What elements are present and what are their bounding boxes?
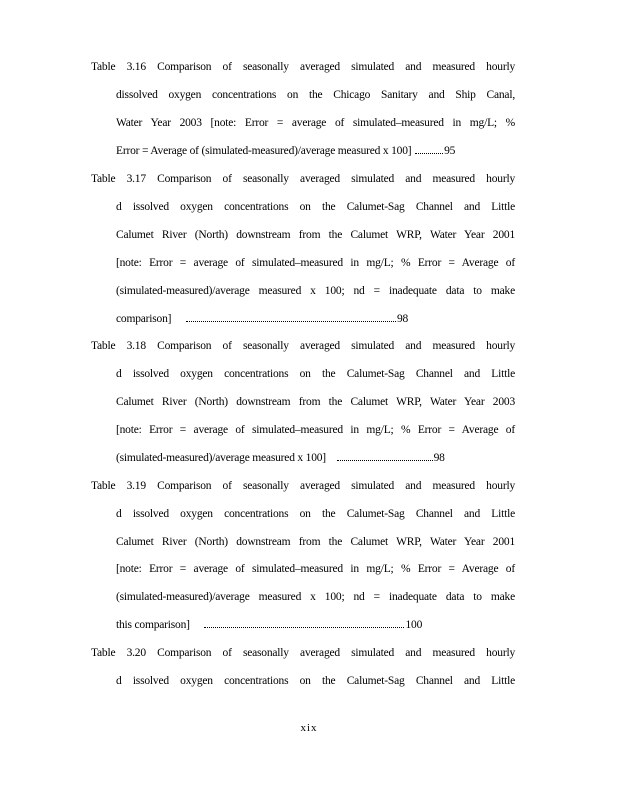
toc-entry-text: Calumet River (North) downstream from the Calumet WRP, Water Year 2001: [116, 229, 515, 241]
toc-line: [91, 479, 515, 493]
dot-leader: [186, 313, 396, 322]
toc-entry-text: (simulated-measured)/average measured x 100; nd = inadequate data to make: [116, 285, 515, 297]
toc-entry-text: Calumet River (North) downstream from the Calumet WRP, Water Year 2003: [116, 396, 515, 408]
toc-page-number: 95: [444, 145, 456, 157]
toc-page-number: 98: [396, 313, 409, 325]
toc-line: [116, 618, 422, 632]
toc-entry-text: (simulated-measured)/average measured x 100]: [116, 452, 326, 464]
toc-entry-text: d issolved oxygen concentrations on the Calumet-Sag Channel and Little: [116, 675, 515, 687]
toc-line: [116, 200, 515, 214]
toc-line: [116, 395, 515, 409]
page-number-footer: xix: [300, 722, 318, 734]
toc-line: [91, 172, 515, 186]
toc-line: [91, 60, 515, 74]
toc-line: [116, 256, 515, 270]
toc-line: [116, 451, 445, 465]
toc-line: [116, 590, 515, 604]
toc-entry-text: [note: Error = average of simulated–measured in mg/L; % Error = Average of: [116, 257, 515, 269]
toc-entry-text: (simulated-measured)/average measured x 100; nd = inadequate data to make: [116, 591, 515, 603]
toc-line: [116, 88, 515, 102]
toc-line: [116, 562, 515, 576]
toc-entry-text: comparison]: [116, 313, 172, 325]
dot-leader: [415, 145, 443, 154]
toc-line: [116, 507, 515, 521]
toc-entry-text: this comparison]: [116, 619, 190, 631]
toc-line: [116, 674, 515, 688]
toc-line: [116, 116, 515, 130]
toc-entry-text: Calumet River (North) downstream from the Calumet WRP, Water Year 2001: [116, 536, 515, 548]
toc-entry-text: [note: Error = average of simulated–measured in mg/L; % Error = Average of: [116, 563, 515, 575]
dot-leader: [204, 619, 404, 628]
toc-line: [116, 228, 515, 242]
toc-line: [116, 144, 455, 158]
dot-leader: [337, 452, 433, 461]
toc-entry-text: Table 3.19 Comparison of seasonally averaged simulated and measured hourly: [91, 480, 515, 492]
toc-line: [116, 535, 515, 549]
toc-entry-text: d issolved oxygen concentrations on the Calumet-Sag Channel and Little: [116, 368, 515, 380]
toc-entry-text: [note: Error = average of simulated–measured in mg/L; % Error = Average of: [116, 424, 515, 436]
toc-line: [116, 367, 515, 381]
toc-line: [116, 312, 408, 326]
toc-line: [91, 339, 515, 353]
toc-line: [116, 284, 515, 298]
toc-entry-text: Error = Average of (simulated-measured)/average measured x 100]: [116, 145, 412, 157]
toc-line: [91, 646, 515, 660]
toc-entry-text: d issolved oxygen concentrations on the Calumet-Sag Channel and Little: [116, 201, 515, 213]
toc-line: [116, 423, 515, 437]
toc-entry-text: dissolved oxygen concentrations on the Chicago Sanitary and Ship Canal,: [116, 89, 515, 101]
toc-entry-text: Table 3.16 Comparison of seasonally averaged simulated and measured hourly: [91, 61, 515, 73]
toc-entry-text: Water Year 2003 [note: Error = average of simulated–measured in mg/L; %: [116, 117, 515, 129]
toc-entry-text: d issolved oxygen concentrations on the Calumet-Sag Channel and Little: [116, 508, 515, 520]
toc-page-number: 100: [405, 619, 423, 631]
toc-entry-text: Table 3.18 Comparison of seasonally averaged simulated and measured hourly: [91, 340, 515, 352]
toc-page-number: 98: [433, 452, 445, 464]
toc-entry-text: Table 3.20 Comparison of seasonally averaged simulated and measured hourly: [91, 647, 515, 659]
toc-entry-text: Table 3.17 Comparison of seasonally averaged simulated and measured hourly: [91, 173, 515, 185]
